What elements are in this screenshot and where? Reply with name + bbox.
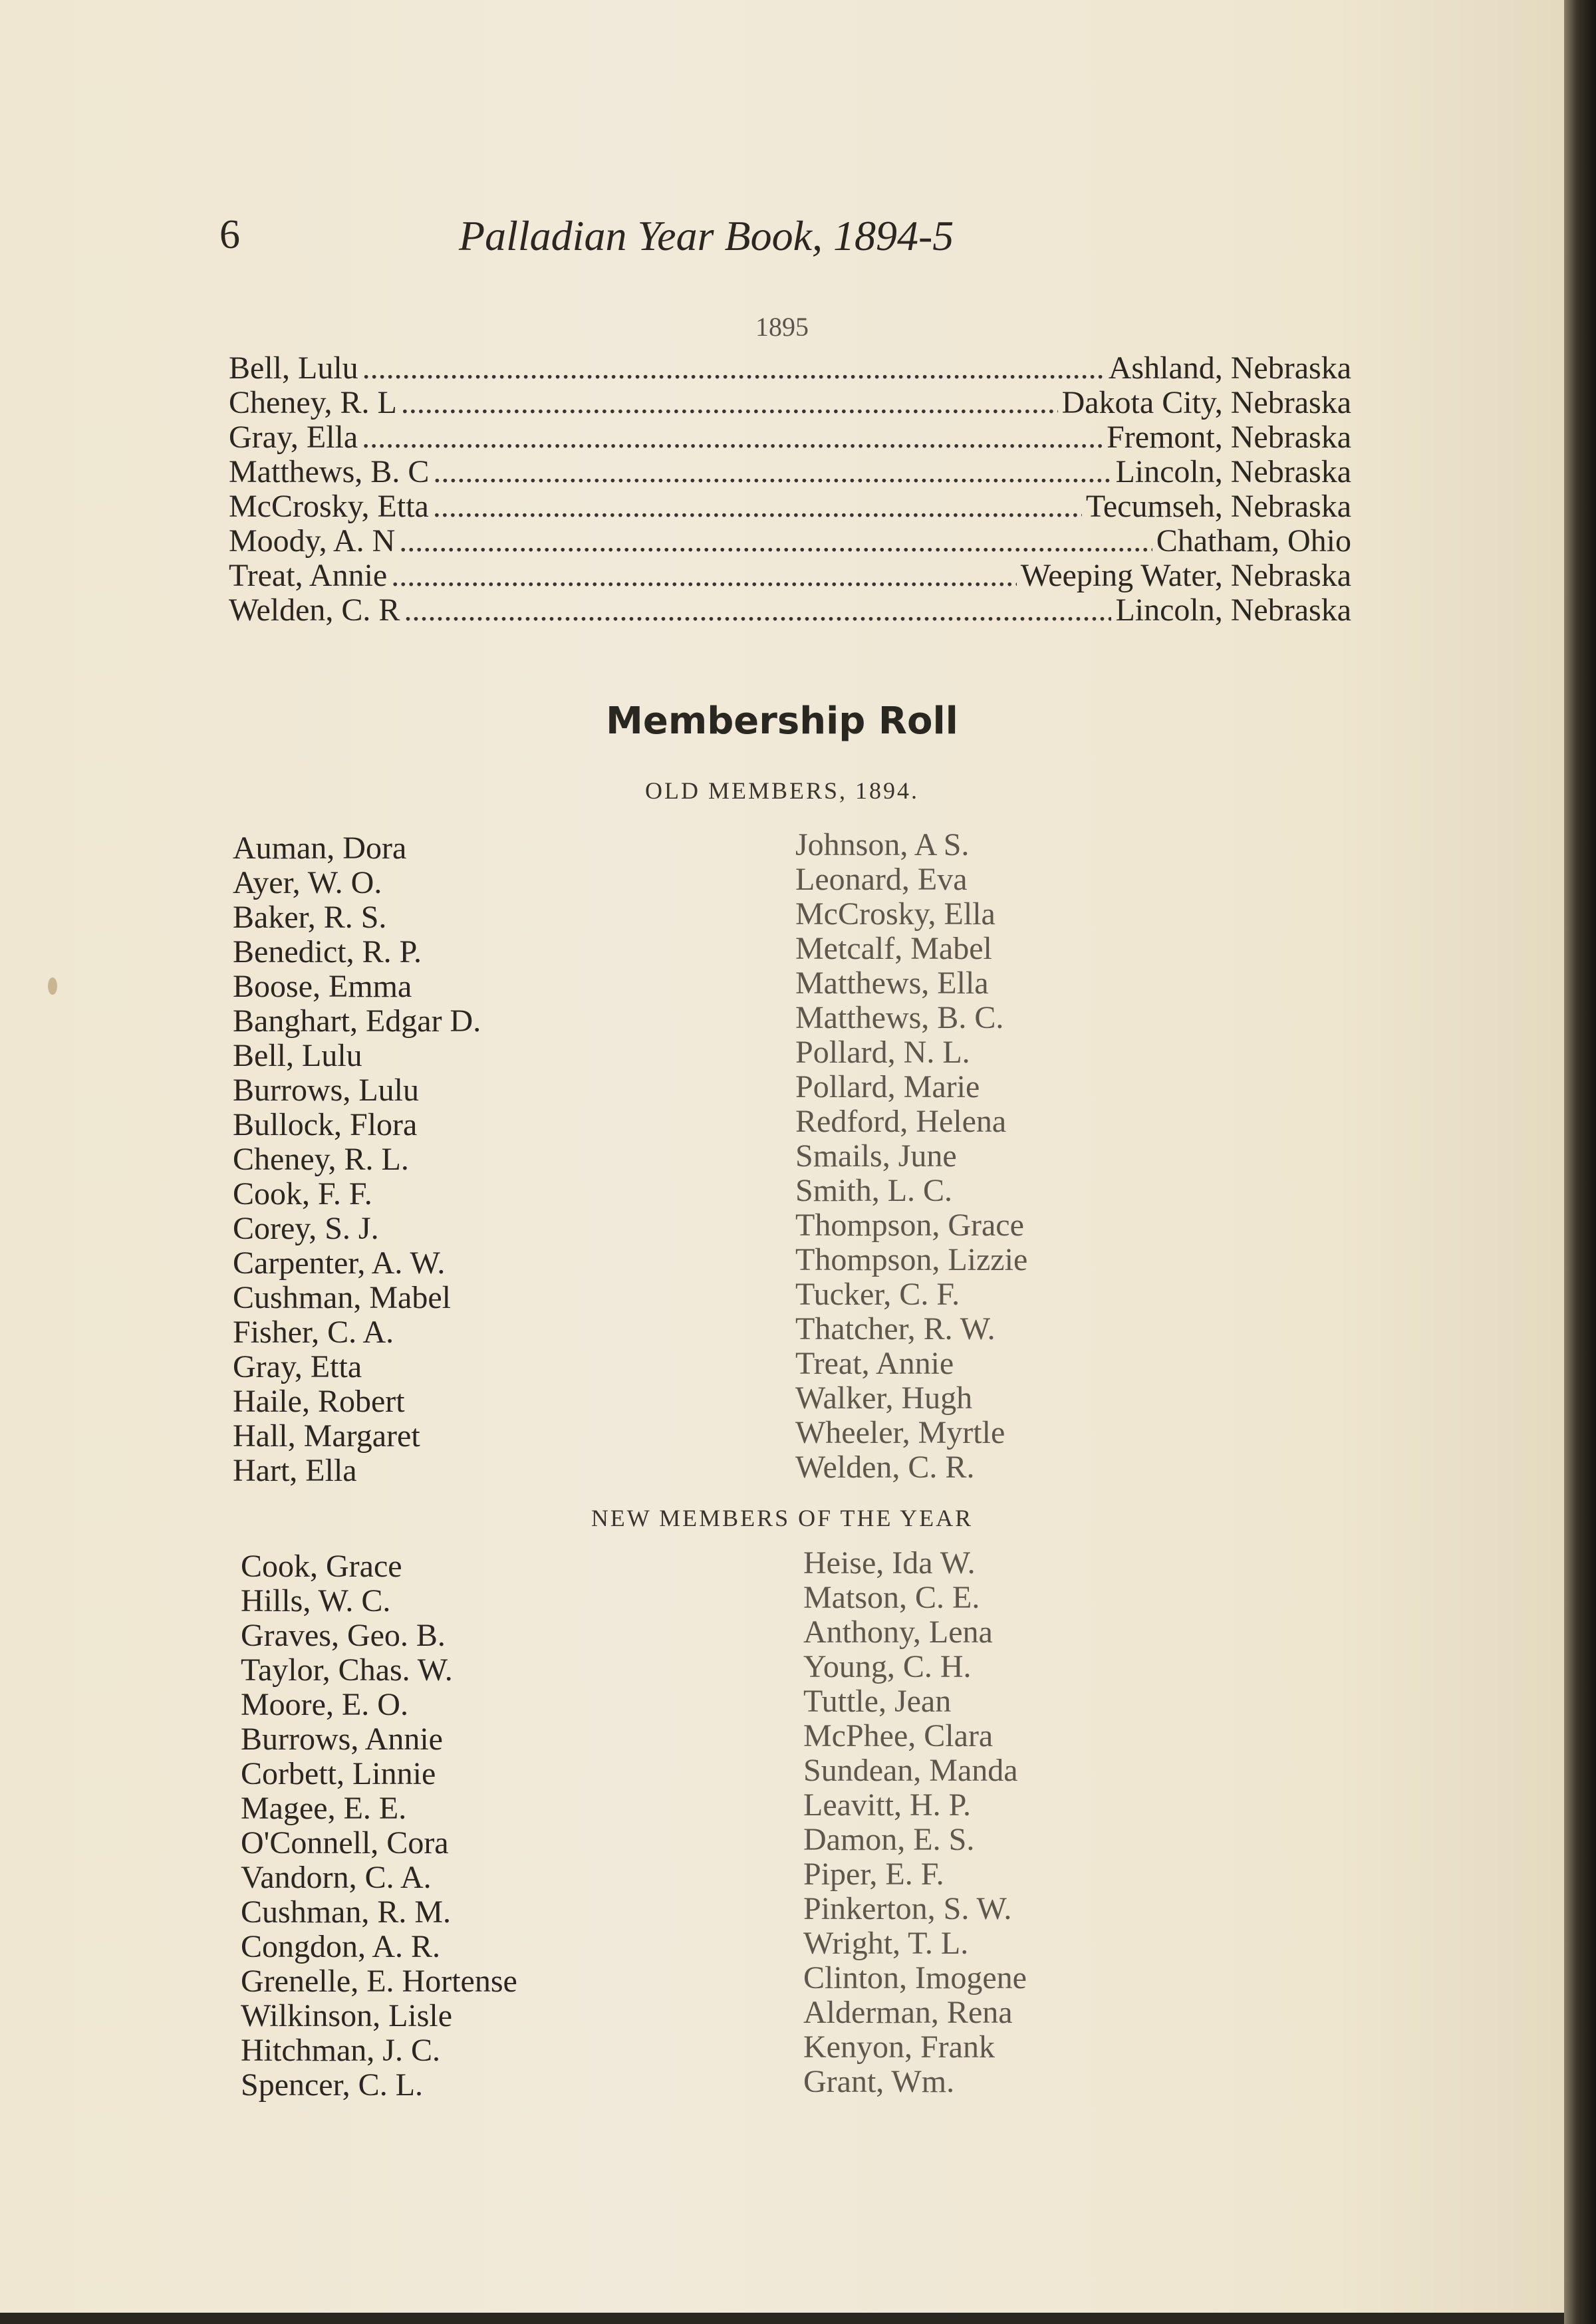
member-name: Hart, Ella bbox=[233, 1453, 357, 1488]
directory-member-name: Bell, Lulu bbox=[229, 350, 358, 386]
directory-member-name: McCrosky, Etta bbox=[229, 489, 429, 524]
member-name: Cushman, R. M. bbox=[241, 1894, 452, 1930]
member-name: Matthews, B. C. bbox=[795, 1000, 1004, 1035]
member-name: Alderman, Rena bbox=[803, 1995, 1013, 2030]
member-name: Pinkerton, S. W. bbox=[803, 1891, 1012, 1926]
member-name: Leonard, Eva bbox=[795, 862, 968, 897]
directory-list bbox=[229, 351, 1351, 628]
member-name: Corey, S. J. bbox=[233, 1211, 379, 1246]
member-name: Metcalf, Mabel bbox=[795, 931, 992, 966]
new-members-right-column bbox=[803, 1546, 1027, 2099]
member-name: Wilkinson, Lisle bbox=[241, 1998, 453, 2033]
member-name: Gray, Etta bbox=[233, 1349, 362, 1384]
member-name: Taylor, Chas. W. bbox=[241, 1652, 453, 1688]
dot-leader bbox=[404, 593, 1111, 628]
member-name: Vandorn, C. A. bbox=[241, 1860, 432, 1895]
member-name: Clinton, Imogene bbox=[803, 1960, 1027, 1996]
paper-smudge bbox=[48, 977, 57, 995]
member-name: Smails, June bbox=[795, 1138, 957, 1174]
directory-row bbox=[229, 593, 1351, 628]
directory-member-place: Weeping Water, Nebraska bbox=[1020, 558, 1351, 593]
directory-row bbox=[229, 524, 1351, 559]
member-name: Spencer, C. L. bbox=[241, 2067, 424, 2103]
dot-leader bbox=[362, 351, 1105, 386]
directory-member-name: Welden, C. R bbox=[229, 592, 400, 628]
dot-leader bbox=[433, 489, 1082, 524]
dot-leader bbox=[399, 524, 1152, 559]
member-name: Boose, Emma bbox=[233, 969, 412, 1004]
directory-row bbox=[229, 420, 1351, 455]
member-name: Carpenter, A. W. bbox=[233, 1245, 446, 1281]
old-members-heading: OLD MEMBERS, 1894. bbox=[644, 777, 920, 804]
member-name: Wright, T. L. bbox=[803, 1926, 969, 1961]
member-name: Haile, Robert bbox=[233, 1384, 405, 1419]
member-name: Wheeler, Myrtle bbox=[795, 1415, 1005, 1450]
member-name: Hills, W. C. bbox=[241, 1583, 391, 1618]
member-name: Thompson, Lizzie bbox=[795, 1242, 1028, 1277]
directory-row bbox=[229, 386, 1351, 420]
member-name: Benedict, R. P. bbox=[233, 934, 422, 969]
member-name: Graves, Geo. B. bbox=[241, 1618, 446, 1653]
directory-member-place: Chatham, Ohio bbox=[1156, 523, 1351, 559]
book-spine-edge bbox=[1564, 0, 1596, 2324]
directory-member-name: Cheney, R. L bbox=[229, 385, 397, 420]
member-name: Redford, Helena bbox=[795, 1104, 1007, 1139]
directory-row bbox=[229, 351, 1351, 386]
directory-member-name: Moody, A. N bbox=[229, 523, 396, 559]
member-name: Fisher, C. A. bbox=[233, 1315, 394, 1350]
member-name: Banghart, Edgar D. bbox=[233, 1003, 481, 1039]
member-name: Heise, Ida W. bbox=[803, 1545, 976, 1581]
member-name: Walker, Hugh bbox=[795, 1380, 973, 1416]
member-name: Congdon, A. R. bbox=[241, 1929, 441, 1964]
member-name: Thompson, Grace bbox=[795, 1208, 1024, 1243]
member-name: Hall, Margaret bbox=[233, 1418, 420, 1454]
member-name: Piper, E. F. bbox=[803, 1857, 944, 1892]
page-header bbox=[219, 211, 1350, 271]
member-name: Young, C. H. bbox=[803, 1649, 972, 1684]
directory-member-place: Fremont, Nebraska bbox=[1107, 420, 1351, 455]
directory-member-place: Tecumseh, Nebraska bbox=[1085, 489, 1351, 524]
membership-roll-title: Membership Roll bbox=[606, 700, 958, 743]
directory-member-place: Lincoln, Nebraska bbox=[1115, 592, 1351, 628]
member-name: Bell, Lulu bbox=[233, 1038, 362, 1073]
member-name: Johnson, A S. bbox=[795, 827, 970, 862]
member-name: Treat, Annie bbox=[795, 1346, 954, 1381]
member-name: Damon, E. S. bbox=[803, 1822, 975, 1857]
old-members-right-column bbox=[795, 828, 1027, 1485]
member-name: Pollard, N. L. bbox=[795, 1035, 970, 1070]
member-name: Cushman, Mabel bbox=[233, 1280, 451, 1315]
member-name: Kenyon, Frank bbox=[803, 2029, 995, 2065]
member-name: Auman, Dora bbox=[233, 831, 407, 866]
page-number: 6 bbox=[219, 212, 240, 257]
member-name: Sundean, Manda bbox=[803, 1753, 1018, 1788]
dot-leader bbox=[401, 386, 1058, 420]
new-members-heading: NEW MEMBERS OF THE YEAR bbox=[591, 1505, 974, 1531]
member-name: Hitchman, J. C. bbox=[241, 2033, 440, 2068]
member-name: Matthews, Ella bbox=[795, 966, 989, 1001]
member-name: Anthony, Lena bbox=[803, 1614, 993, 1650]
running-title: Palladian Year Book, 1894-5 bbox=[459, 212, 954, 259]
member-name: Corbett, Linnie bbox=[241, 1756, 436, 1791]
member-name: Grenelle, E. Hortense bbox=[241, 1964, 517, 1999]
member-name: Smith, L. C. bbox=[795, 1173, 953, 1208]
member-name: Magee, E. E. bbox=[241, 1791, 407, 1826]
member-name: Thatcher, R. W. bbox=[795, 1311, 996, 1347]
member-name: Tuttle, Jean bbox=[803, 1684, 952, 1719]
member-name: Ayer, W. O. bbox=[233, 865, 382, 900]
member-name: Matson, C. E. bbox=[803, 1580, 980, 1615]
member-name: Cook, Grace bbox=[241, 1549, 402, 1584]
dot-leader bbox=[391, 559, 1017, 593]
directory-member-place: Lincoln, Nebraska bbox=[1115, 454, 1351, 489]
member-name: Leavitt, H. P. bbox=[803, 1787, 971, 1823]
member-name: Burrows, Lulu bbox=[233, 1073, 419, 1108]
member-name: McPhee, Clara bbox=[803, 1718, 994, 1753]
member-name: Tucker, C. F. bbox=[795, 1277, 960, 1312]
member-name: Cheney, R. L. bbox=[233, 1142, 409, 1177]
dot-leader bbox=[433, 455, 1111, 489]
new-members-left-column bbox=[241, 1549, 517, 2103]
directory-year-heading: 1895 bbox=[755, 312, 809, 342]
directory-row bbox=[229, 489, 1351, 524]
directory-row bbox=[229, 559, 1351, 593]
member-name: Burrows, Annie bbox=[241, 1722, 443, 1757]
directory-row bbox=[229, 455, 1351, 489]
directory-member-name: Treat, Annie bbox=[229, 558, 388, 593]
member-name: Grant, Wm. bbox=[803, 2064, 955, 2099]
member-name: O'Connell, Cora bbox=[241, 1825, 449, 1861]
member-name: Moore, E. O. bbox=[241, 1687, 408, 1722]
directory-member-name: Gray, Ella bbox=[229, 420, 358, 455]
member-name: Baker, R. S. bbox=[233, 900, 387, 935]
member-name: Bullock, Flora bbox=[233, 1107, 418, 1142]
member-name: Cook, F. F. bbox=[233, 1176, 372, 1212]
dot-leader bbox=[362, 420, 1103, 455]
old-members-left-column bbox=[233, 831, 481, 1488]
directory-member-name: Matthews, B. C bbox=[229, 454, 430, 489]
member-name: McCrosky, Ella bbox=[795, 896, 996, 932]
member-name: Welden, C. R. bbox=[795, 1450, 975, 1485]
directory-member-place: Ashland, Nebraska bbox=[1108, 350, 1351, 386]
directory-member-place: Dakota City, Nebraska bbox=[1061, 385, 1351, 420]
member-name: Pollard, Marie bbox=[795, 1069, 980, 1104]
